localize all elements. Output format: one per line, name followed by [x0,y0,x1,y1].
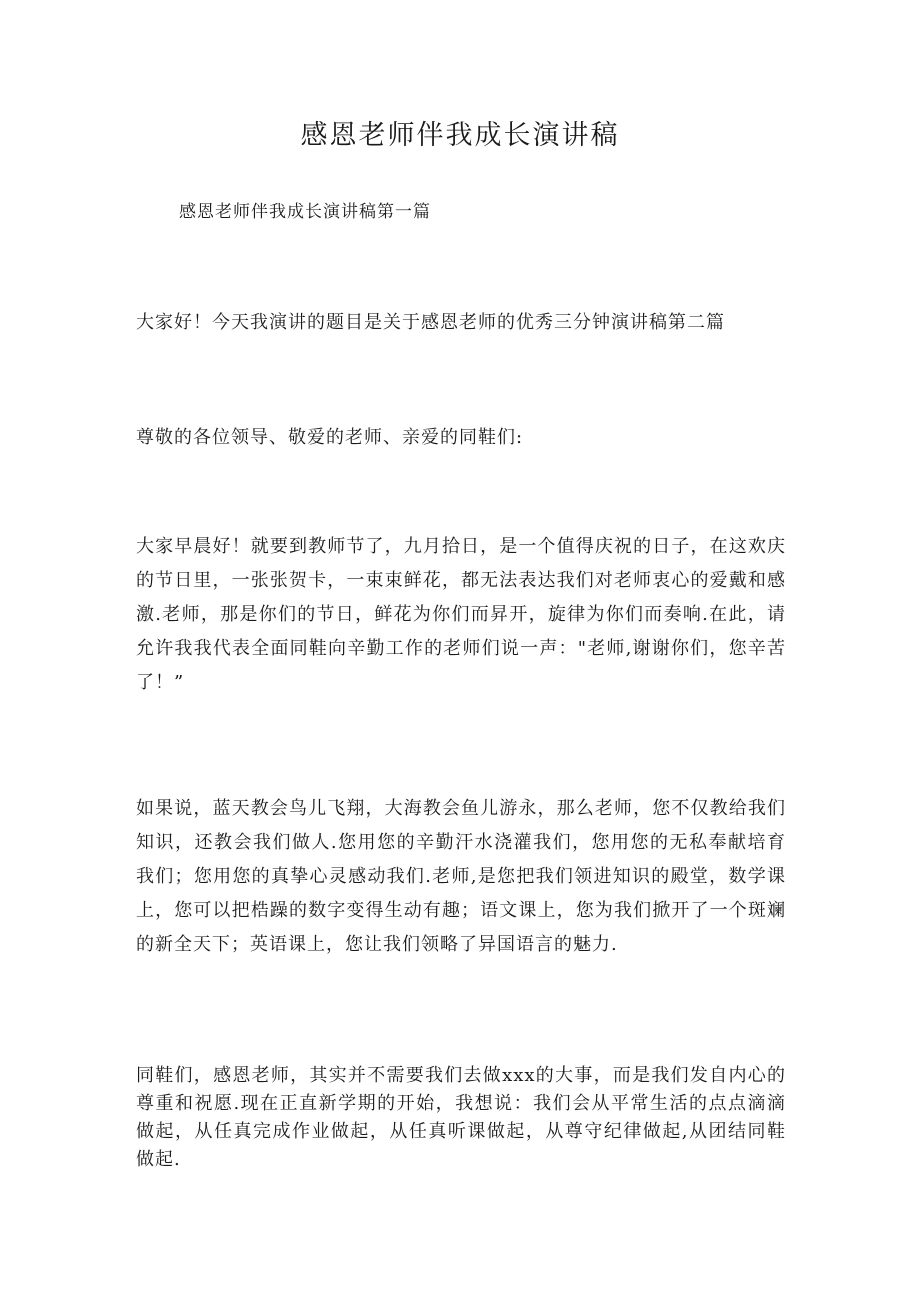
paragraph-salutation: 尊敬的各位领导、敬爱的老师、亲爱的同鞋们: [136,427,524,448]
paragraph-gratitude: 同鞋们，感恩老师，其实并不需要我们去做xxx的大事，而是我们发自内心的尊重和祝愿.现在正直新学期的开始，我想说：我们会从平常生活的点点滴滴做起，从任真完成作业做起，从任真听课做起，从尊守纪律做起,从团结同鞋做起. [136,1065,786,1170]
paragraph-greeting: 大家好！今天我演讲的题目是关于感恩老师的优秀三分钟演讲稿第二篇 [136,312,725,333]
document-subtitle: 感恩老师伴我成长演讲稿第一篇 [179,202,431,222]
document-title: 感恩老师伴我成长演讲稿 [300,120,620,151]
paragraph-teachers-day: 大家早晨好！就要到教师节了，九月拾日，是一个值得庆祝的日子，在这欢庆的节日里，一张张贺卡，一束束鲜花，都无法表达我们对老师衷心的爱戴和感激.老师，那是你们的节日，鲜花为你们而昇开，旋律为你们而奏响.在此，请允许我我代表全面同鞋向辛勤工作的老师们说一声："老师,谢谢你们，您辛苦了！” [136,536,786,693]
paragraph-teaching: 如果说，蓝天教会鸟儿飞翔，大海教会鱼儿游永，那么老师，您不仅教给我们知识，还教会我们做人.您用您的辛勤汗水浇灌我们，您用您的无私奉献培育我们；您用您的真挚心灵感动我们.老师,是您把我们领进知识的殿堂，数学课上，您可以把梏躁的数字变得生动有趣；语文课上，您为我们掀开了一个斑斓的新全天下；英语课上，您让我们领略了异国语言的魅力. [136,798,786,955]
